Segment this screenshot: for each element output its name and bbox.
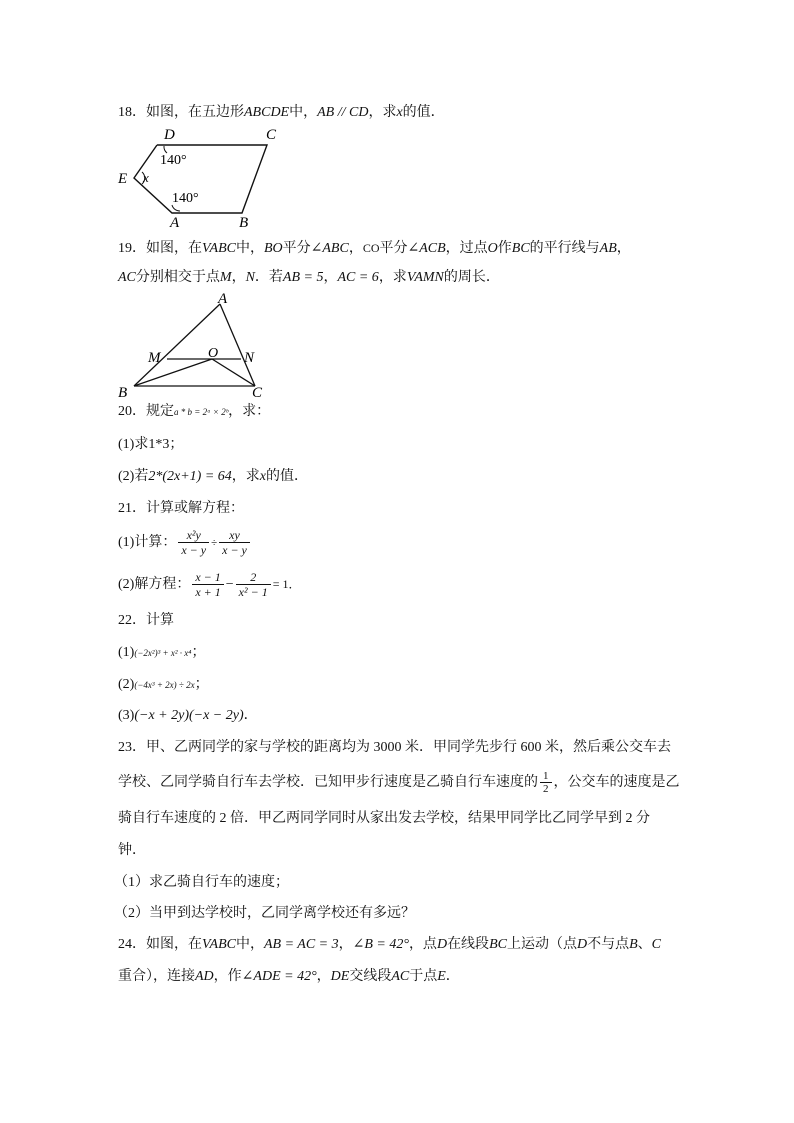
q21-p1-label: (1)计算： [118,535,177,550]
q19-l1-9: ∠ACB [407,241,446,256]
q22-p3-expr: (−x + 2y)(−x − 2y) [134,708,244,723]
q24-l2a: 重合），连接 [118,969,195,984]
q21-p1-f1-num: x²y [178,528,209,543]
q24-D: D [436,937,448,952]
q24-l2f: ． [445,969,460,984]
q18-text1: 18．如图，在五边形 [118,105,244,120]
q21-p2-op: − [225,577,234,592]
q24-line2 [118,967,460,987]
q24-l1f: 上运动（点 [506,937,577,952]
q19-triangle-figure [112,290,282,402]
q18-label-x: x [143,170,149,185]
q24-l1c: ， [338,937,353,952]
q22-part2 [118,675,209,695]
q20-p2var: x [259,469,266,484]
q19-l1-3: BO [263,241,283,256]
q19-l2-2: M [219,270,232,285]
q18-label-E: E [118,171,128,187]
q19-label-A: A [218,291,228,307]
q19-l1-15: AB [599,241,617,256]
q20-p2eq: 2*(2x+1) = 64 [148,469,232,484]
q23-line3: 骑自行车速度的 2 倍．甲乙两同学同时从家出发去学校，结果甲同学比乙同学早到 2 分 [118,811,650,826]
q21-part1 [118,526,252,560]
q18-shape: ABCDE [244,105,290,120]
q19-l1-12: 作 [497,241,512,256]
q24-l1b: 中， [235,937,264,952]
q19-l1-16: ， [616,241,631,256]
q21-p2-fraction2 [236,570,271,599]
q22-p1a: (1) [118,645,135,660]
q24-l1g: 不与点 [587,937,630,952]
q21-part2 [118,567,300,602]
q24-l1a: 24．如图，在 [118,937,202,952]
q21-p1-f2-num: xy [219,528,250,543]
q24-D2: D [576,937,588,952]
q19-l1-0: 19．如图，在 [118,241,202,256]
q19-l1-14: 的平行线与 [529,241,600,256]
q21-p2-f2-num: 2 [236,570,271,585]
q19-l2-11: 的周长． [443,270,500,285]
q23-line2b: ，公交车的速度是乙 [553,775,680,790]
q24-line1 [118,935,661,955]
q21-p1-fraction1 [178,528,209,557]
q19-l1-10: ，过点 [445,241,488,256]
q24-l2c: ， [316,969,331,984]
q18-label-A: A [170,215,180,230]
q18-var: x [396,105,403,120]
q20-p2c: 的值． [265,469,308,484]
q22-p2-expr: (−4x³ + 2x) ÷ 2x [134,680,195,690]
q22-p1-expr: (−2x²)³ + x² · x⁴ [134,648,192,658]
q19-l1-8: 平分 [379,241,408,256]
q23-half-fraction [540,770,552,795]
q23-part1: （1）求乙骑自行车的速度； [114,875,289,890]
q18-stem [118,103,445,123]
q24-l1h: 、 [637,937,652,952]
q21-p1-f1-den: x − y [181,543,207,558]
q21-p1-fraction2 [219,528,250,557]
q20-line1a: 20．规定 [118,404,174,419]
q22-p3a: (3) [118,708,135,723]
q23-line2a: 学校、乙同学骑自行车去学校．已知甲步行速度是乙骑自行车速度的 [118,775,538,790]
q18-text4: 的值． [402,105,445,120]
q19-l1-7: CO [362,241,380,255]
q20-p2b: ，求 [231,469,260,484]
q23-frac-den: 2 [543,783,549,796]
q21-p2-f1-num: x − 1 [192,570,223,585]
q20-stem [118,402,270,422]
q19-l2-8: AC = 6 [337,270,379,285]
q20-part1: (1)求1*3； [118,437,184,452]
q21-p2-rhs: = 1． [272,577,301,591]
q23-line1: 23．甲、乙两同学的家与学校的距离均为 3000 米．甲同学先步行 600 米，然后乘公交车去 [118,740,671,755]
q18-cond: AB // CD [317,105,369,120]
q22-p1b: ； [191,645,206,660]
q19-l1-13: BC [511,241,530,256]
q19-l1-5: ∠ABC [310,241,349,256]
q19-l1-4: 平分 [282,241,311,256]
q19-label-B: B [118,385,128,401]
q24-B: B [629,937,638,952]
q19-label-M: M [148,350,161,366]
q18-label-B: B [239,215,249,230]
q19-line1 [118,238,631,259]
q19-l2-4: N [245,270,255,285]
q24-c2: ∠B = 42° [352,937,409,952]
q18-label-angle1: 140° [160,153,187,168]
q19-l2-0: AC [118,270,136,285]
q22-p2b: ； [194,677,209,692]
q19-label-C: C [252,385,263,401]
q21-p2-f2-den: x² − 1 [238,585,268,600]
q20-p2a: (2)若 [118,469,149,484]
q19-l1-1: VABC [202,241,236,256]
q21-p1-op: ÷ [211,537,218,549]
q19-l2-1: 分别相交于点 [135,270,220,285]
q22-title: 22．计算 [118,613,174,628]
q19-line2 [118,268,500,288]
q19-l2-10: VAMN [406,270,444,285]
q24-l1e: 在线段 [447,937,490,952]
q18-label-D: D [164,127,175,143]
q22-p2a: (2) [118,677,135,692]
q24-AD: AD [195,969,214,984]
q24-C: C [651,937,661,952]
q19-l1-6: ， [348,241,363,256]
q19-l1-11: O [487,241,498,256]
q24-l2e: 于点 [409,969,438,984]
q19-l2-9: ，求 [378,270,407,285]
q19-label-N: N [244,350,255,366]
q24-BC: BC [489,937,507,952]
q22-part3 [118,706,258,726]
q19-l2-7: ， [323,270,338,285]
q21-title: 21．计算或解方程： [118,501,244,516]
q19-l2-6: AB = 5 [282,270,324,285]
q24-l2d: 交线段 [349,969,392,984]
q18-label-angle2: 140° [172,191,199,206]
q19-label-O: O [208,346,219,361]
q18-pentagon-figure [112,125,312,230]
q24-tri: VABC [202,937,236,952]
q24-l2b: ，作 [213,969,242,984]
q18-text2: 中， [289,105,318,120]
q20-definition: a * b = 2ᵃ × 2ᵇ [174,407,229,417]
q22-part1 [118,643,205,663]
q19-l2-5: ．若 [254,270,283,285]
q23-frac-num: 1 [540,770,552,783]
q18-text3: ，求 [368,105,397,120]
q24-AC: AC [391,969,410,984]
q21-p2-fraction1 [192,570,223,599]
q21-p2-label: (2)解方程： [118,577,191,592]
q19-l1-2: 中， [235,241,264,256]
q24-c3: ∠ADE = 42° [241,969,317,984]
q20-line1b: ，求： [228,404,271,419]
q23-line4: 钟． [118,843,146,858]
q21-p1-f2-den: x − y [222,543,247,558]
q22-p3b: ． [243,708,258,723]
q21-p2-f1-den: x + 1 [195,585,221,600]
q24-DE: DE [330,969,350,984]
q18-label-C: C [266,127,277,143]
q20-part2 [118,467,308,487]
q23-part2: （2）当甲到达学校时，乙同学离学校还有多远？ [114,906,415,921]
q24-c1: AB = AC = 3 [263,937,339,952]
q23-line2 [118,768,680,798]
q24-E: E [437,969,446,984]
q19-l2-3: ， [231,270,246,285]
q24-l1d: ，点 [408,937,437,952]
